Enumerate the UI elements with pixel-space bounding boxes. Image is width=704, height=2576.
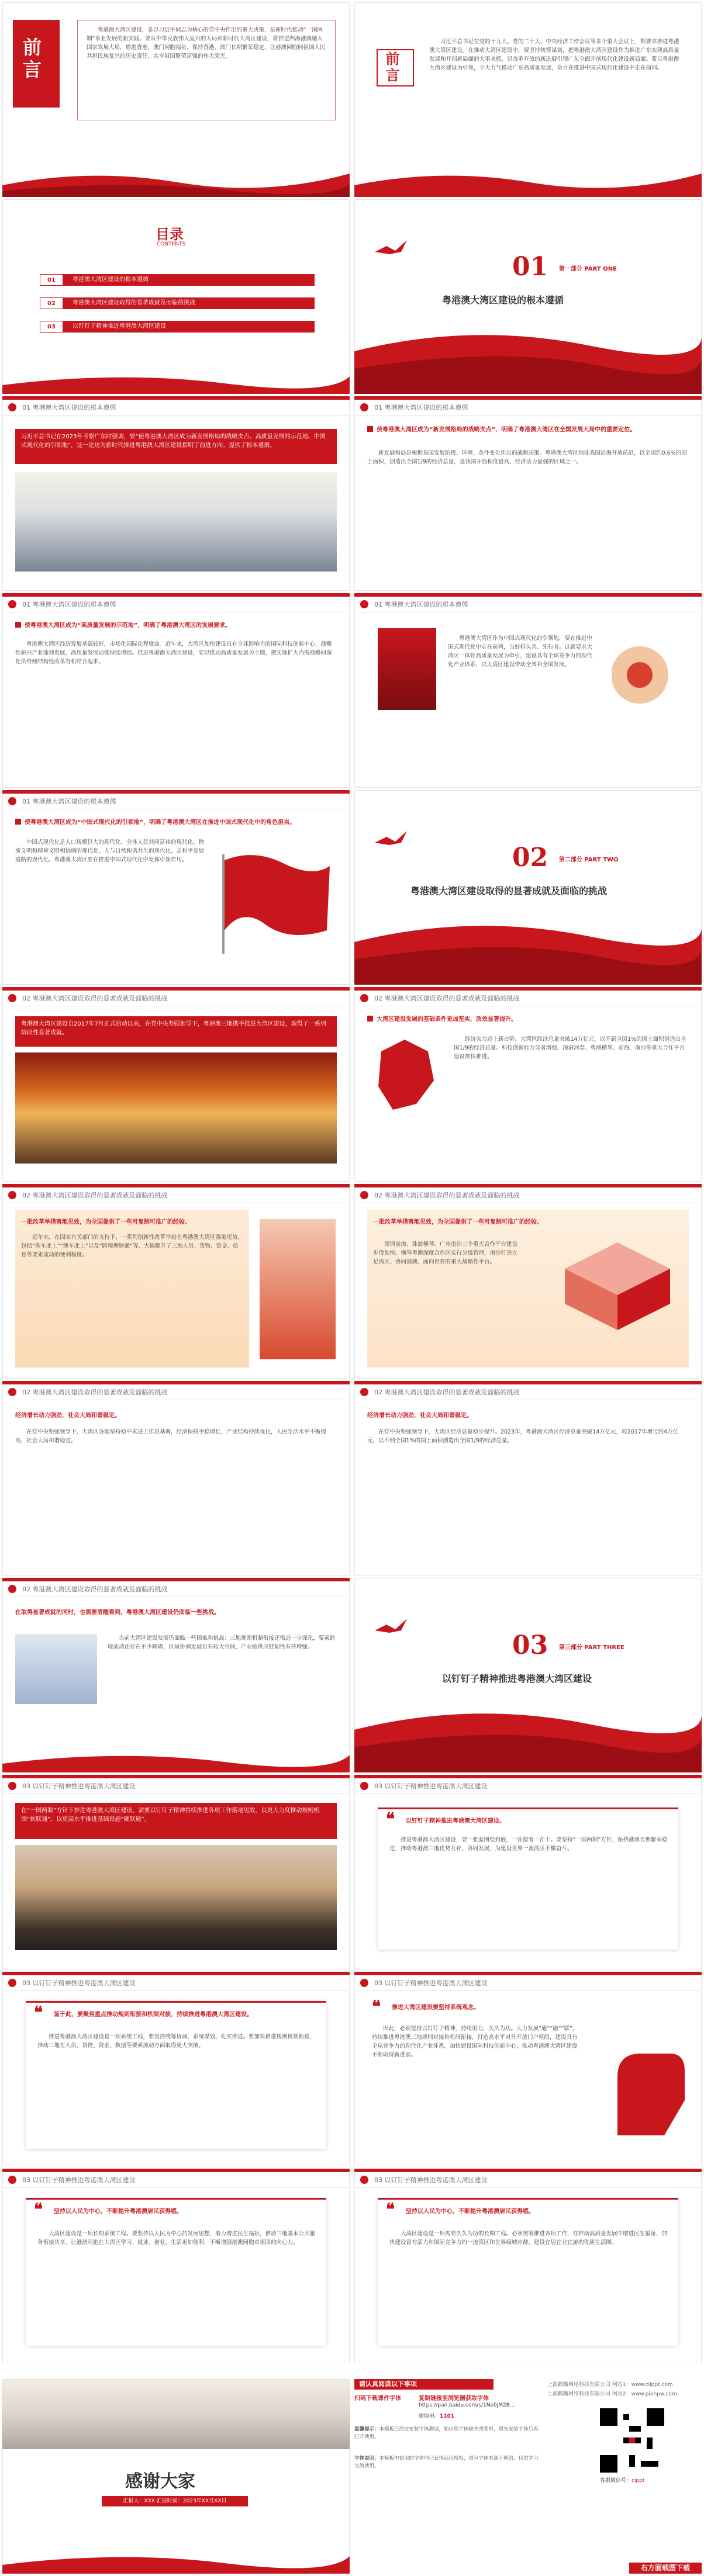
header-badge-icon — [8, 1782, 16, 1790]
red-wave-decoration — [354, 316, 702, 394]
header-badge-icon — [8, 2176, 16, 2184]
quote-card — [378, 2198, 678, 2346]
slide-toc — [2, 199, 350, 394]
quote-mark-icon: ❝ — [386, 1809, 395, 1829]
download-button[interactable]: 右方面载图下载 — [629, 2563, 702, 2574]
thanks-title: 感谢大家 — [125, 2471, 195, 2492]
slide-content — [2, 2169, 350, 2363]
red-wave-decoration — [354, 1695, 702, 1772]
slide-header: 03 以钉钉子精神推进粤港澳大湾区建设 — [2, 2172, 350, 2188]
header-badge-icon — [8, 1585, 16, 1593]
section-body: 深圳前海、珠海横琴、广州南沙三个重大合作平台建设步伐加快。横琴粤澳深度合作区实行分线管理，南沙打造立足湾区、协同港澳、面向世界的重大战略性平台。 — [373, 1241, 518, 1265]
slide-content — [354, 2169, 702, 2363]
red-wave-decoration — [2, 162, 350, 197]
isometric-illustration — [559, 1237, 676, 1336]
quote-card — [378, 1808, 678, 1950]
slide-header: 01 粤港澳大湾区建设的根本遵循 — [2, 400, 350, 416]
slide-header: 01 粤港澳大湾区建设的根本遵循 — [354, 400, 702, 416]
part-title: 粤港澳大湾区建设取得的显著成就及面临的挑战 — [410, 885, 608, 896]
bullet-icon — [15, 622, 21, 628]
part-title: 以钉钉子精神推进粤港澳大湾区建设 — [442, 1673, 592, 1684]
header-badge-icon — [360, 403, 368, 411]
slide-content — [354, 1775, 702, 1969]
plant-decoration-image — [612, 628, 682, 722]
slide-preface-left — [2, 2, 350, 197]
thanks-subtitle: 汇报人：XXX 汇报时间：2023年XX月XX日 — [102, 2496, 248, 2506]
slide-header: 01 粤港澳大湾区建设的根本遵循 — [2, 597, 350, 612]
toc-item[interactable]: 02 粤港澳大湾区建设取得的显著成就及面临的挑战 — [40, 297, 315, 309]
quote-card — [26, 2001, 326, 2149]
slide-header: 03 以钉钉子精神推进粤港澳大湾区建设 — [354, 2172, 702, 2188]
part-number: 01 — [512, 252, 548, 282]
dove-icon — [372, 825, 419, 849]
slide-header: 01 粤港澳大湾区建设的根本遵循 — [2, 794, 350, 809]
part-label: 第三部分 PART THREE — [559, 1644, 624, 1651]
section-heading: 坚持以人民为中心，不断提升粤港澳居民获得感。 — [54, 2208, 182, 2215]
slide-header: 02 粤港澳大湾区建设取得的显著成就及面临的挑战 — [354, 1384, 702, 1400]
red-wave-decoration — [2, 2539, 350, 2574]
slide-part-two — [354, 790, 702, 985]
qr-code-icon — [600, 2408, 664, 2473]
download-notice-panel — [354, 2379, 702, 2574]
red-map-image — [370, 1034, 440, 1116]
section-body: 当前大湾区建设发展仍面临一些困难和挑战：三地规则机制衔接还需进一步深化，要素跨境流动还存在不少障碍，区域协调发展仍有较大空间，产业链供应链韧性有待增强。 — [108, 1635, 336, 1650]
section-heading: 推进大湾区建设要坚持系统观念。 — [392, 2004, 479, 2011]
header-badge-icon — [360, 1388, 368, 1396]
header-badge-icon — [360, 600, 368, 608]
wechat-id: 客服微信号：cippt — [600, 2478, 645, 2484]
background-image — [2, 2379, 350, 2449]
red-wave-decoration — [354, 162, 702, 197]
slide-header: 01 粤港澳大湾区建设的根本遵循 — [354, 597, 702, 612]
scan-tip: 扫码下载课件字体 — [354, 2395, 401, 2402]
section-body: 因此，必须坚持以钉钉子精神，持续用力，久久为功。大力发展“通”“融”“联”，持续推进粤港澳三地规则对接和机制衔接，打造高水平对外开放门户枢纽，建设具有全球竞争力的现代化产业体系，加快建设国际科技创新中心，推动粤港澳大湾区建设不断取得新进展。 — [372, 2026, 578, 2058]
section-body: 粤港澳大湾区作为中国式现代化的引领地，要在推进中国式现代化中走在前列，当好排头兵、先行者。这就要求大湾区一体化高质量发展为牵引，建设具有全球竞争力的现代化产业体系，以大湾区建设带动全省和全国发展。 — [448, 635, 593, 668]
section-heading: 使粤港澳大湾区成为“新发展格局的战略支点”，明确了粤港澳大湾区在全国发展大局中的重要定位。 — [367, 424, 689, 433]
part-number: 02 — [512, 843, 548, 872]
header-badge-icon — [8, 994, 16, 1002]
quote-mark-icon: ❝ — [34, 2200, 43, 2219]
site-link-1[interactable]: 上海麒麟网络科技有限公司 网站1：www.clippt.com — [547, 2382, 673, 2388]
red-flag-image — [219, 849, 336, 954]
site-link-2[interactable]: 上海麒麟网络科技有限公司 网站2：www.pianpw.com — [547, 2391, 677, 2397]
part-label: 第二部分 PART TWO — [559, 857, 619, 863]
great-wall-sunset-image — [15, 1052, 337, 1164]
section-body: 大湾区建设是一项需要久久为功的长期工程。必须统筹推进各项工作，在推动高质量发展中增进民生福祉，加快建设富有活力和国际竞争力的一流湾区和世界级城市群，建设宜居宜业宜游的优质生活圈。 — [389, 2231, 668, 2246]
slide-header: 03 以钉钉子精神推进粤港澳大湾区建设 — [2, 1778, 350, 1794]
section-heading: 大湾区建设发展的基础条件更加坚实，质效显著提升。 — [367, 1014, 689, 1023]
bullet-icon — [367, 1016, 373, 1022]
footer-area — [0, 2377, 704, 2576]
section-heading: 以钉钉子精神推进粤港澳大湾区建设。 — [406, 1818, 505, 1824]
slide-content — [2, 1972, 350, 2166]
bullet-icon — [367, 426, 373, 432]
note-block: 温馨提示：本模板已经过安装字体测试，如出现字体缺失或变形，请先安装字体后再打开使用。 — [354, 2426, 539, 2440]
slide-content — [2, 790, 350, 985]
quote-mark-icon: ❝ — [372, 1997, 381, 2016]
header-badge-icon — [8, 600, 16, 608]
preface-body: 习近平总书记在党的十九大、党的二十大、中央经济工作会议等多个重大会议上，都要求推进粤港澳大湾区建设。在推动大湾区建设中，要坚持统筹谋划，把粤港澳大湾区建设作为推进广东实现高质量发展和开创新局面的大事来抓，以改革开放的新进展引领广东全面开创现代化建设新局面。要以粤港澳大湾区建设为引领，下大力气推动广东高质量发展，奋力在推进中国式现代化建设中走在前列。 — [429, 39, 679, 71]
red-wave-decoration — [354, 907, 702, 985]
section-body: 在党中央坚强领导下，大湾区经济总量稳步提升。2023年，粤港澳大湾区经济总量突破14万亿元，较2017年增长约4万亿元，以不到全国1%的国土面积创造出全国1/9的经济总量。 — [367, 1429, 678, 1444]
section-heading: 使粤港澳大湾区成为“高质量发展的示范地”，明确了粤港澳大湾区的发展要求。 — [15, 620, 337, 629]
mountain-landscape-image — [15, 472, 337, 572]
slide-header: 03 以钉钉子精神推进粤港澳大湾区建设 — [2, 1975, 350, 1991]
extract-code: 提取码：1101 — [419, 2414, 455, 2419]
slide-content — [2, 396, 350, 591]
quote-mark-icon: ❝ — [386, 2200, 395, 2219]
header-badge-icon — [8, 1388, 16, 1396]
slide-content — [2, 1775, 350, 1969]
part-title: 粤港澳大湾区建设的根本遵循 — [442, 295, 564, 306]
section-body: 新发展格局是根据我国发展阶段、环境、条件变化作出的战略决策。粤港澳大湾区地处我国沿海开放前沿，以全国约0.6%的国土面积，创造出全国1/9的经济总量，是我国开放程度最高、经济活力最强的区域之一。 — [367, 450, 687, 465]
slide-part-three — [354, 1578, 702, 1772]
section-body: 经济实力迈上新台阶。大湾区经济总量突破14万亿元，以不到全国1%的国土面积创造出全国1/9的经济总量。科技创新能力显著增强，深港河套、粤澳横琴、前海、南沙等重大合作平台建设加快推进。 — [454, 1036, 686, 1060]
slide-header: 02 粤港澳大湾区建设取得的显著成就及面临的挑战 — [2, 1384, 350, 1400]
section-heading: 使粤港澳大湾区成为“中国式现代化的引领地”，明确了粤港澳大湾区在推进中国式现代化中的角色担当。 — [15, 817, 337, 826]
part-label: 第一部分 PART ONE — [559, 266, 617, 272]
toc-heading: 目录 — [156, 226, 184, 243]
quote-card — [26, 2198, 326, 2346]
download-link[interactable]: https://pan.baidu.com/s/1Ne0jM2B... — [419, 2402, 515, 2408]
toc-item[interactable]: 03 以钉钉子精神推进粤港澳大湾区建设 — [40, 321, 315, 333]
header-badge-icon — [360, 2176, 368, 2184]
highlight-banner: 粤港澳大湾区建设自2017年7月正式启动以来，在党中央坚强领导下，粤港澳三地携手推进大湾区建设，取得了一系列阶段性显著成就。 — [15, 1016, 337, 1047]
section-heading: 坚持以人民为中心，不断提升粤港澳居民获得感。 — [406, 2208, 534, 2215]
header-badge-icon — [8, 403, 16, 411]
slide-header: 03 以钉钉子精神推进粤港澳大湾区建设 — [354, 1975, 702, 1991]
slide-header: 03 以钉钉子精神推进粤港澳大湾区建设 — [354, 1778, 702, 1794]
slide-content — [2, 593, 350, 788]
section-body: 推进粤港澳大湾区建设是一项系统工程，要坚持统筹协调、系统谋划、扎实推进。要加快推进规则机制衔接，推动三地在人员、货物、资金、数据等要素流动方面取得更大突破。 — [37, 2034, 316, 2049]
slide-header: 02 粤港澳大湾区建设取得的显著成就及面临的挑战 — [2, 991, 350, 1006]
header-badge-icon — [360, 994, 368, 1002]
header-badge-icon — [360, 1979, 368, 1987]
slide-content — [354, 1184, 702, 1379]
section-body: 近年来，在国家有关部门的支持下，一系列创新性改革举措在粤港澳大湾区落地见效，包括“港车北上”“澳车北上”以及“跨境理财通”等，大幅提升了三地人员、货物、资金、信息等要素流动的便利程度。 — [21, 1234, 244, 1258]
slide-content — [2, 1381, 350, 1576]
quote-mark-icon: ❝ — [34, 2003, 43, 2022]
preface-title: 前言 — [383, 51, 400, 84]
slide-thanks — [2, 2379, 350, 2574]
red-wave-decoration — [2, 1737, 350, 1772]
credit-block: 字体说明：本模板中使用的字体均已获得商用授权，部分字体来源于网络，仅供学习交流使用。 — [354, 2456, 539, 2469]
section-body: 大湾区建设是一项长期系统工程。要坚持以人民为中心的发展思想，着力增进民生福祉，推动三地基本公共服务衔接共享，让港澳同胞在大湾区学习、就业、创业、生活更加便利，不断增强港澳同胞对祖国的向心力。 — [37, 2231, 316, 2246]
section-body: 推进粤港澳大湾区建设，要一张蓝图绘到底，一茬接着一茬干。要坚持“一国两制”方针，保持港澳长期繁荣稳定，推动粤港澳三地优势互补、协同发展，为建设世界一流湾区不懈奋斗。 — [389, 1837, 668, 1852]
highlight-banner: 习近平总书记在2023年考察广东时强调，要“使粤港澳大湾区成为新发展格局的战略支点、高质量发展的示范地、中国式现代化的引领地”，这一论述为新时代推进粤港澳大湾区建设指明了前进方向、提供了根本遵循。 — [15, 429, 337, 464]
slide-header: 02 粤港澳大湾区建设取得的显著成就及面临的挑战 — [354, 991, 702, 1006]
slide-content — [354, 1972, 702, 2166]
section-body: 中国式现代化是人口规模巨大的现代化、全体人民共同富裕的现代化、物质文明和精神文明相协调的现代化、人与自然和谐共生的现代化、走和平发展道路的现代化。粤港澳大湾区要在推进中国式现代化中发挥引领作用。 — [15, 839, 205, 863]
header-badge-icon — [360, 1782, 368, 1790]
slide-preface-right — [354, 2, 702, 197]
section-heading: 一批改革举措落地见效，为全国提供了一些可复制可推广的经验。 — [373, 1219, 543, 1225]
part-number: 03 — [512, 1630, 548, 1660]
slide-content — [354, 1381, 702, 1576]
preface-title: 前言 — [20, 37, 42, 82]
slide-content — [2, 1184, 350, 1379]
slide-content — [2, 987, 350, 1182]
bullet-icon — [15, 819, 21, 825]
section-heading: 经济增长动力强劲，社会大局和谐稳定。 — [367, 1412, 472, 1419]
link-tip: 复制链接至浏览器获取字体 — [419, 2395, 489, 2402]
slide-content — [354, 396, 702, 591]
section-body: 粤港澳大湾区经济发展基础较好，市场化国际化程度高。近年来，大湾区加快建设具有全球影响力的国际科技创新中心，战略性新兴产业蓬勃发展，高质量发展动能持续增强。推进粤港澳大湾区建设，要以推动高质量发展为主题，把实施扩大内需战略同深化供给侧结构性改革有机结合起来。 — [15, 641, 332, 665]
section-heading: 一批改革举措落地见效，为全国提供了一些可复制可推广的经验。 — [21, 1219, 191, 1225]
header-badge-icon — [8, 797, 16, 805]
dove-icon — [372, 234, 419, 258]
slide-content — [354, 987, 702, 1182]
slide-content — [354, 593, 702, 788]
section-heading: 经济增长动力强劲，社会大局和谐稳定。 — [15, 1412, 120, 1419]
slide-header: 02 粤港澳大湾区建设取得的显著成就及面临的挑战 — [2, 1581, 350, 1597]
dove-icon — [372, 1613, 419, 1636]
raised-fist-image — [594, 2013, 693, 2141]
slide-content — [2, 1578, 350, 1772]
section-heading: 在取得显著成就的同时，也需要清醒看到，粤港澳大湾区建设仍面临一些挑战。 — [15, 1609, 220, 1616]
red-building-image — [378, 628, 436, 710]
header-badge-icon — [360, 1191, 368, 1199]
slide-part-one — [354, 199, 702, 394]
highlight-banner: 在“一国两制”方针下推进粤港澳大湾区建设，需要以钉钉子精神持续推进各项工作落地见效，以更大力度推动规则机制“软联通”，以更高水平推进基础设施“硬联通”。 — [15, 1803, 337, 1839]
slide-header: 02 粤港澳大湾区建设取得的显著成就及面临的挑战 — [354, 1187, 702, 1203]
preface-body: 粤港澳大湾区建设，是以习近平同志为核心的党中央作出的重大决策，是新时代推动“一国两制”事业发展的新实践。要从中华民族伟大复兴的大局和新时代大湾区建设，将推进四海港澳融入国家发展大局，增进香港、澳门同胞福祉，保持香港、澳门长期繁荣稳定，让港澳同胞同祖国人民共担民族复兴的历史责任、共享祖国繁荣富强的伟大荣光。 — [87, 27, 326, 60]
ship-illustration — [15, 1634, 97, 1704]
section-heading: 鉴于此，要聚焦重点推动规则衔接和机制对接，持续推进粤港澳大湾区建设。 — [54, 2011, 253, 2018]
section-body: 在党中央坚强领导下，大湾区各地坚持稳中求进工作总基调，经济保持平稳增长，产业结构持续优化，人民生活水平不断提高，社会大局和谐稳定。 — [15, 1429, 327, 1444]
toc-item[interactable]: 01 粤港澳大湾区建设的根本遵循 — [40, 274, 315, 286]
header-badge-icon — [8, 1979, 16, 1987]
city-skyline-image — [15, 1845, 337, 1950]
notice-title: 请认真阅读以下事项 — [354, 2379, 494, 2390]
slide-header: 02 粤港澳大湾区建设取得的显著成就及面临的挑战 — [2, 1187, 350, 1203]
toc-heading-en: CONTENTS — [157, 241, 186, 247]
header-badge-icon — [8, 1191, 16, 1199]
decorative-image — [260, 1219, 336, 1359]
red-wave-decoration — [2, 359, 350, 394]
